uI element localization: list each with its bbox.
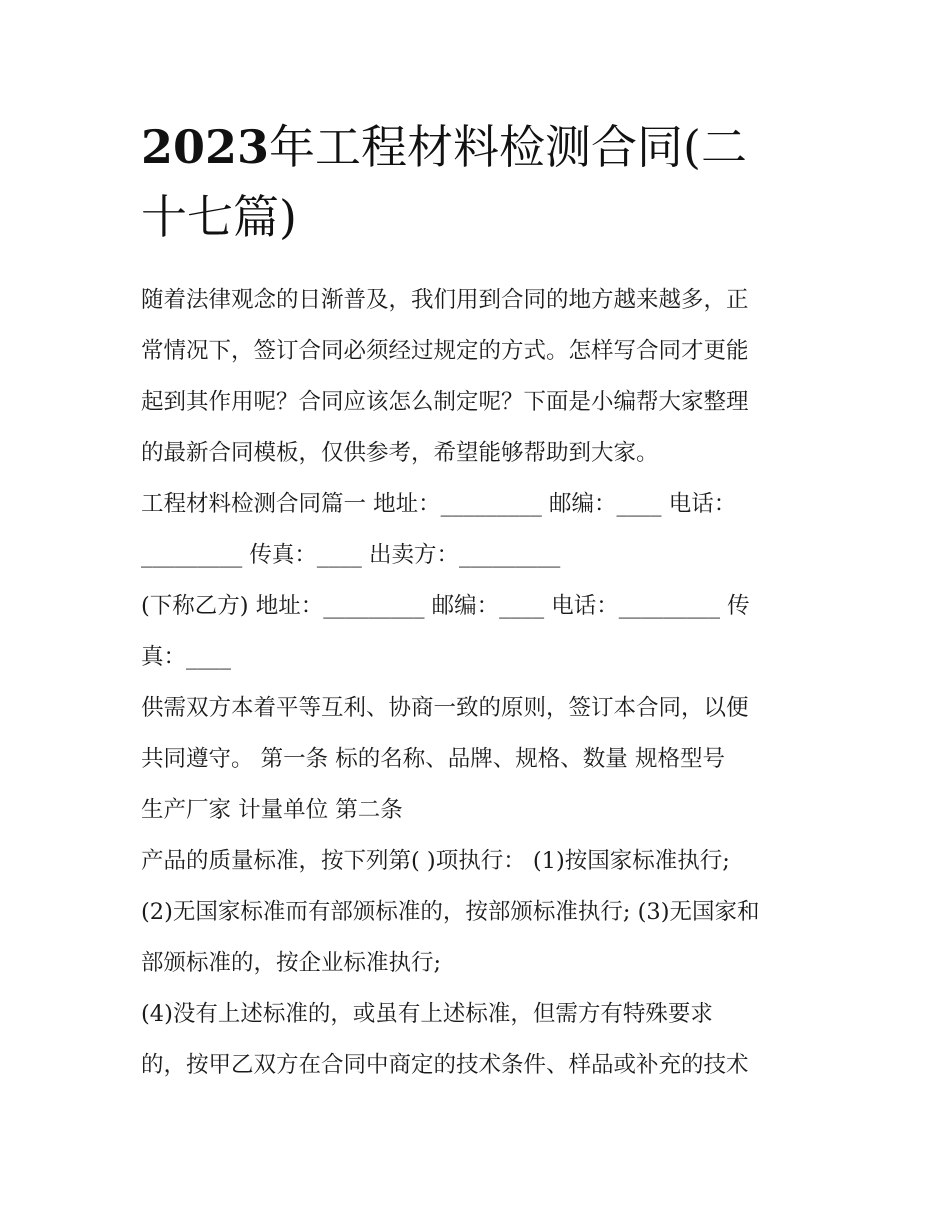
document-body [141,275,821,1091]
body-line: 随着法律观念的日渐普及，我们用到合同的地方越来越多，正 [141,287,749,313]
body-line: _________ 传真：____ 出卖方：_________ [141,542,561,568]
body-line: 产品的质量标准，按下列第( )项执行： (1)按国家标准执行; [141,848,730,874]
body-line: 共同遵守。 第一条 标的名称、品牌、规格、数量 规格型号 [141,746,725,772]
body-line: 的最新合同模板，仅供参考，希望能够帮助到大家。 [141,440,659,466]
body-line: 的，按甲乙双方在合同中商定的技术条件、样品或补充的技术 [141,1052,749,1078]
body-line: 部颁标准的，按企业标准执行; [141,950,442,976]
title-year: 2023 [141,120,270,174]
body-line: (4)没有上述标准的，或虽有上述标准，但需方有特殊要求 [141,1001,713,1027]
body-line: 真：____ [141,644,232,670]
document-title [141,112,821,252]
body-line: 起到其作用呢？合同应该怎么制定呢？下面是小编帮大家整理 [141,389,749,415]
title-line1-text: 年工程材料检测合同(二 [269,120,747,174]
body-line: 生产厂家 计量单位 第二条 [141,797,403,823]
title-line2-text: 十七篇) [141,190,297,244]
body-line: (2)无国家标准而有部颁标准的，按部颁标准执行; (3)无国家和 [141,899,760,925]
body-line: 常情况下，签订合同必须经过规定的方式。怎样写合同才更能 [141,338,749,364]
body-line: 供需双方本着平等互利、协商一致的原则，签订本合同，以便 [141,695,749,721]
body-line: (下称乙方) 地址：_________ 邮编：____ 电话：_________ 传 [141,593,750,619]
body-line: 工程材料检测合同篇一 地址：_________ 邮编：____ 电话： [141,491,737,517]
